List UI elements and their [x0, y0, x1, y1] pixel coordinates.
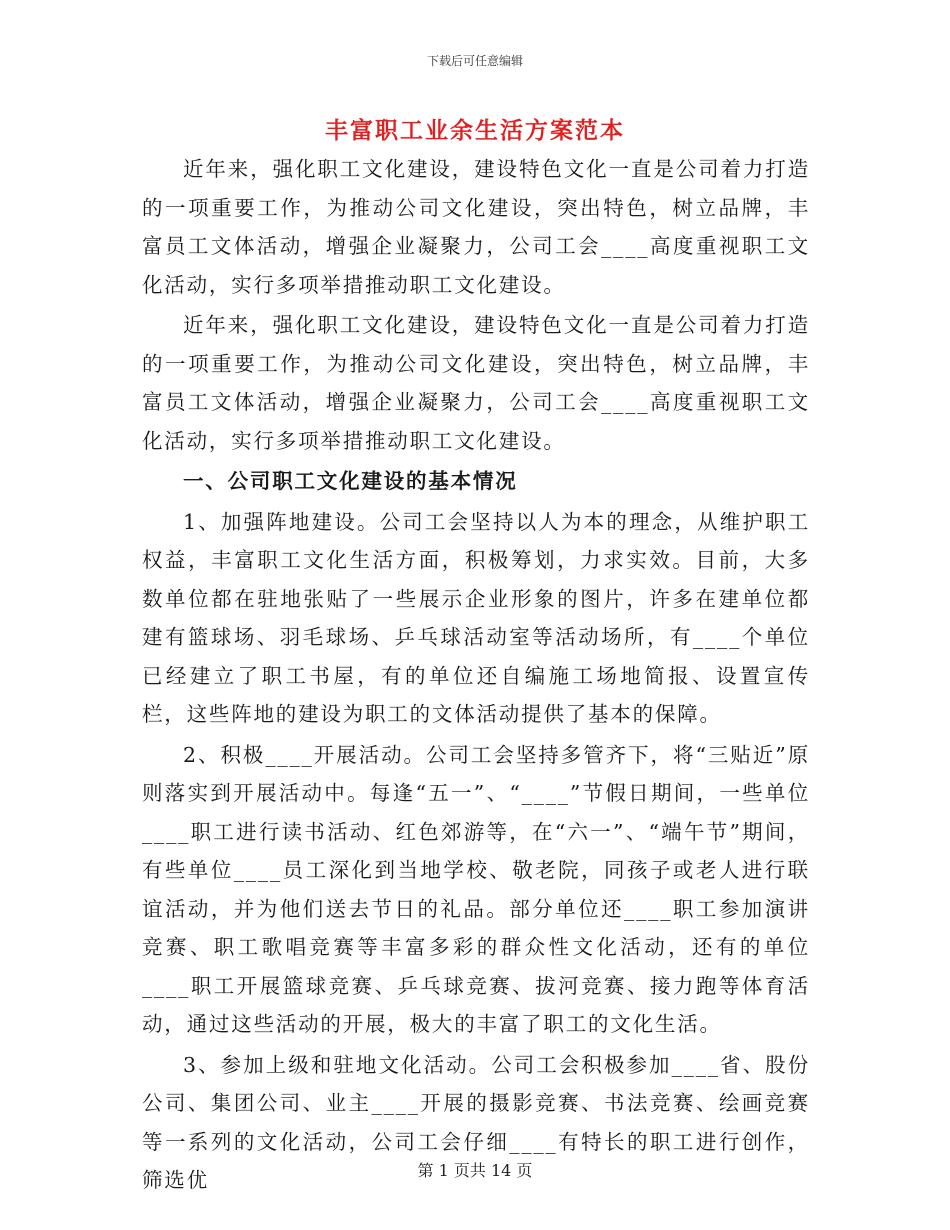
paragraph-intro-2: 近年来，强化职工文化建设，建设特色文化一直是公司着力打造的一项重要工作，为推动公司文化建设，突出特色，树立品牌，丰富员工文体活动，增强企业凝聚力，公司工会____高度重视职工文化活动，实行多项举措推动职工文化建设。 [142, 313, 810, 453]
document-title: 丰富职工业余生活方案范本 [325, 117, 625, 144]
paragraph-item-1: 1、加强阵地建设。公司工会坚持以人为本的理念，从维护职工权益，丰富职工文化生活方面，积极筹划，力求实效。目前，大多数单位都在驻地张贴了一些展示企业形象的图片，许多在建单位都建有篮球场、羽毛球场、乒乓球活动室等活动场所，有____个单位已经建立了职工书屋，有的单位还自编施工场地简报、设置宣传栏，这些阵地的建设为职工的文体活动提供了基本的保障。 [142, 509, 810, 726]
document-body [142, 150, 810, 1200]
page-header-note: 下载后可任意编辑 [426, 54, 523, 68]
page-footer: 第 1 页共 14 页 [417, 1161, 533, 1180]
paragraph-item-2: 2、积极____开展活动。公司工会坚持多管齐下，将“三贴近”原则落实到开展活动中。每逢“五一”、“____”节假日期间，一些单位____职工进行读书活动、红色郊游等，在“六一”、“端午节”期间，有些单位____员工深化到当地学校、敬老院，同孩子或老人进行联谊活动，并为他们送去节日的礼品。部分单位还____职工参加演讲竞赛、职工歌唱竞赛等丰富多彩的群众性文化活动，还有的单位____职工开展篮球竞赛、乒乓球竞赛、拔河竞赛、接力跑等体育活动，通过这些活动的开展，极大的丰富了职工的文化生活。 [142, 742, 810, 1036]
paragraph-intro-1: 近年来，强化职工文化建设，建设特色文化一直是公司着力打造的一项重要工作，为推动公司文化建设，突出特色，树立品牌，丰富员工文体活动，增强企业凝聚力，公司工会____高度重视职工文化活动，实行多项举措推动职工文化建设。 [142, 157, 810, 297]
section-heading-1: 一、公司职工文化建设的基本情况 [183, 469, 518, 493]
paragraph-item-3: 3、参加上级和驻地文化活动。公司工会积极参加____省、股份公司、集团公司、业主____开展的摄影竞赛、书法竞赛、绘画竞赛等一系列的文化活动，公司工会仔细____有特长的职工进行创作，筛选优 [142, 1052, 810, 1192]
